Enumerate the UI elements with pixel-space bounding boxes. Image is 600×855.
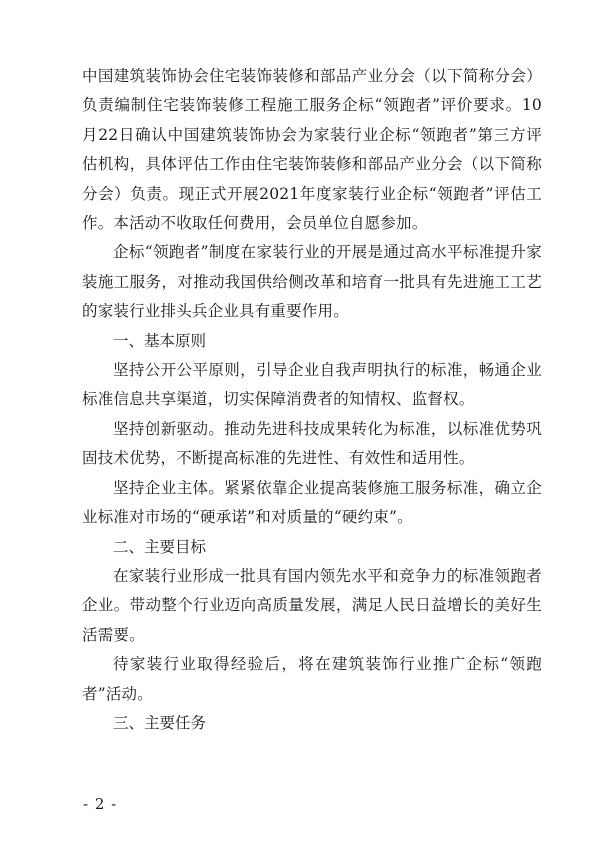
section-heading-basic-principles: 一、基本原则: [113, 331, 207, 350]
section-heading-main-tasks: 三、主要任务: [113, 713, 207, 732]
principle-innovation-paragraph: 坚持创新驱动。推动先进科技成果转化为标准，以标准优势巩固技术优势，不断提高标准的先进性、有效性和适用性。: [82, 419, 542, 468]
goal-extension-paragraph: 待家装行业取得经验后，将在建筑装饰行业推广企标“领跑者”活动。: [82, 655, 542, 703]
intro-paragraph: 中国建筑装饰协会住宅装饰装修和部品产业分会（以下简称分会）负责编制住宅装饰装修工程施工服务企标“领跑者”评价要求。10月22日确认中国建筑装饰协会为家装行业企标“领跑者”第三方评估机构，具体评估工作由住宅装饰装修和部品产业分会（以下简称分会）负责。现正式开展2021年度家装行业企标“领跑者”评估工作。本活动不收取任何费用，会员单位自愿参加。: [82, 67, 542, 233]
document-body: [82, 62, 542, 738]
page-number: - 2 -: [83, 795, 118, 813]
goal-leaders-paragraph: 在家装行业形成一批具有国内领先水平和竞争力的标准领跑者企业。带动整个行业迈向高质量发展，满足人民日益增长的美好生活需要。: [82, 566, 542, 644]
leader-system-paragraph: 企标“领跑者”制度在家装行业的开展是通过高水平标准提升家装施工服务，对推动我国供给侧改革和培育一批具有先进施工工艺的家装行业排头兵企业具有重要作用。: [82, 243, 542, 321]
principle-enterprise-paragraph: 坚持企业主体。紧紧依靠企业提高装修施工服务标准，确立企业标准对市场的“硬承诺”和对质量的“硬约束”。: [82, 478, 542, 527]
principle-openness-paragraph: 坚持公开公平原则，引导企业自我声明执行的标准，畅通企业标准信息共享渠道，切实保障消费者的知情权、监督权。: [82, 361, 542, 409]
section-heading-main-goals: 二、主要目标: [113, 537, 207, 556]
